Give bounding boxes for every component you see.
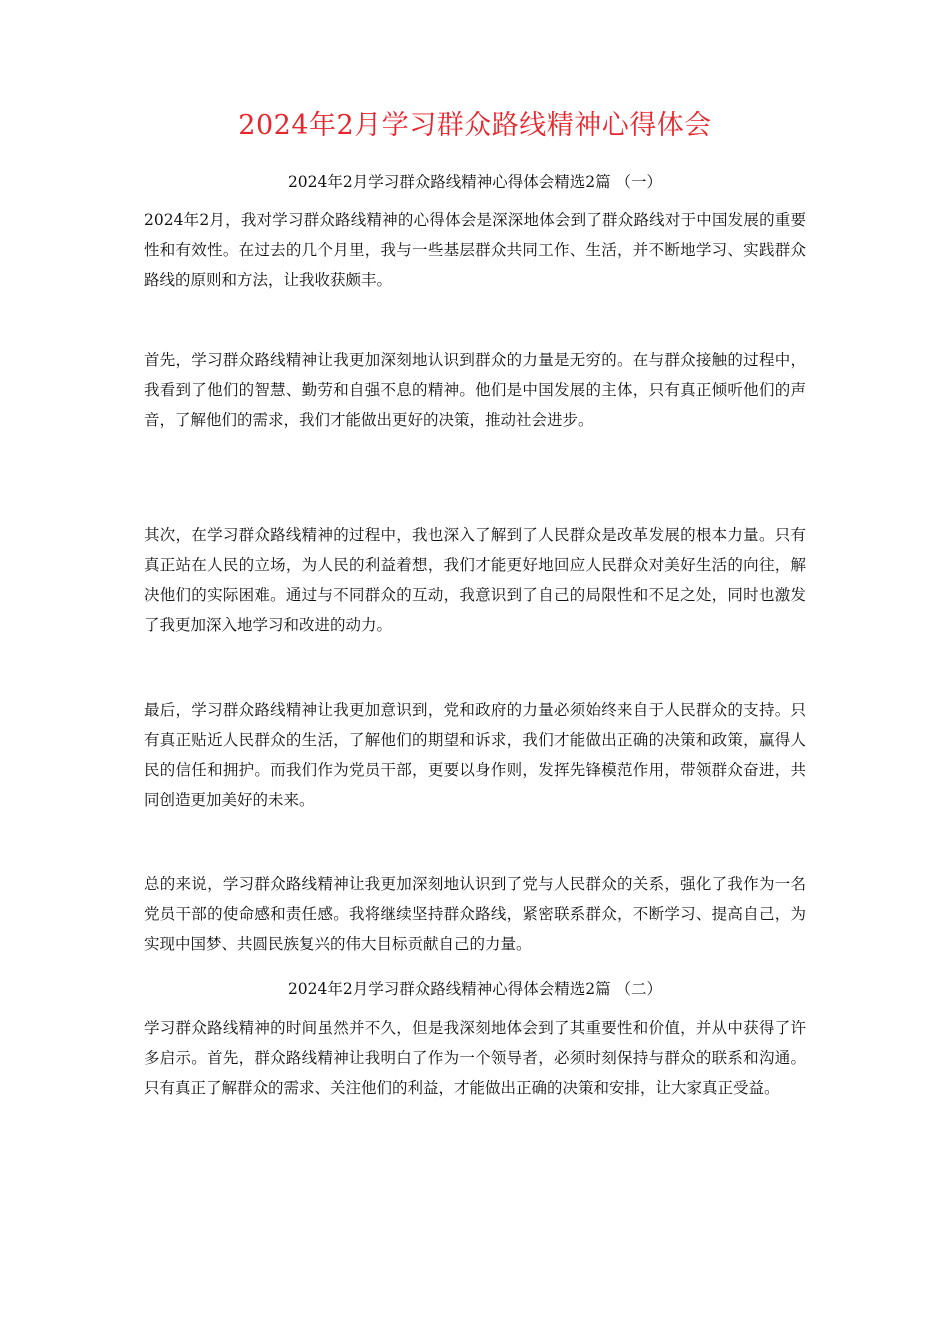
document-title: 2024年2月学习群众路线精神心得体会 xyxy=(238,110,712,141)
paragraph: 其次，在学习群众路线精神的过程中，我也深入了解到了人民群众是改革发展的根本力量。只有真正站在人民的立场，为人民的利益着想，我们才能更好地回应人民群众对美好生活的向往，解决他们的实际困难。通过与不同群众的互动，我意识到了自己的局限性和不足之处，同时也激发了我更加深入地学习和改进的动力。 xyxy=(144,526,806,634)
paragraph: 首先，学习群众路线精神让我更加深刻地认识到群众的力量是无穷的。在与群众接触的过程中，我看到了他们的智慧、勤劳和自强不息的精神。他们是中国发展的主体，只有真正倾听他们的声音，了解他们的需求，我们才能做出更好的决策，推动社会进步。 xyxy=(144,351,806,429)
paragraph: 学习群众路线精神的时间虽然并不久，但是我深刻地体会到了其重要性和价值，并从中获得了许多启示。首先，群众路线精神让我明白了作为一个领导者，必须时刻保持与群众的联系和沟通。只有真正了解群众的需求、关注他们的利益，才能做出正确的决策和安排，让大家真正受益。 xyxy=(144,1019,806,1097)
section-heading-2: 2024年2月学习群众路线精神心得体会精选2篇 （二） xyxy=(287,980,663,998)
paragraph: 2024年2月，我对学习群众路线精神的心得体会是深深地体会到了群众路线对于中国发展的重要性和有效性。在过去的几个月里，我与一些基层群众共同工作、生活，并不断地学习、实践群众路线的原则和方法，让我收获颇丰。 xyxy=(144,211,806,289)
paragraph: 最后，学习群众路线精神让我更加意识到，党和政府的力量必须始终来自于人民群众的支持。只有真正贴近人民群众的生活，了解他们的期望和诉求，我们才能做出正确的决策和政策，赢得人民的信任和拥护。而我们作为党员干部，更要以身作则，发挥先锋模范作用，带领群众奋进，共同创造更加美好的未来。 xyxy=(144,701,806,809)
section-heading-1: 2024年2月学习群众路线精神心得体会精选2篇 （一） xyxy=(287,173,663,191)
paragraph: 总的来说，学习群众路线精神让我更加深刻地认识到了党与人民群众的关系，强化了我作为一名党员干部的使命感和责任感。我将继续坚持群众路线，紧密联系群众，不断学习、提高自己，为实现中国梦、共圆民族复兴的伟大目标贡献自己的力量。 xyxy=(144,875,806,953)
